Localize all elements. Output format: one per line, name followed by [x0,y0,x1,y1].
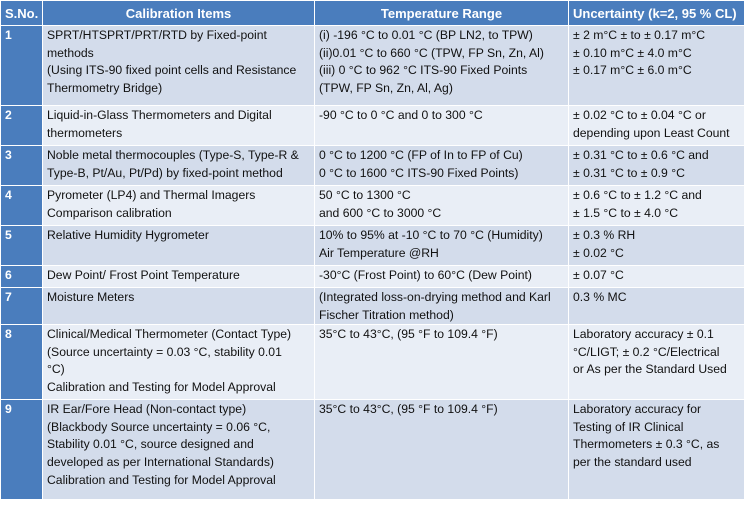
calibration-item-cell [43,266,315,288]
cell-text-line: ± 0.07 °C [573,268,624,282]
table-row [1,26,744,106]
calibration-item-cell [43,400,315,500]
temperature-range-cell [315,106,569,146]
uncertainty-cell [569,146,744,186]
cell-text-line: 10% to 95% at -10 °C to 70 °C (Humidity) [319,228,543,242]
cell-text-line: (ii)0.01 °C to 660 °C (TPW, FP Sn, Zn, Al) [319,45,544,60]
cell-text-line: 0.3 % MC [573,290,627,304]
cell-text-line: SPRT/HTSPRT/PRT/RTD by Fixed-point [47,28,267,42]
cell-text-line: 35°C to 43°C, (95 °F to 109.4 °F) [319,402,498,417]
uncertainty-cell [569,266,744,288]
cell-text-line: Dew Point/ Frost Point Temperature [47,268,240,282]
calibration-item-cell [43,288,315,325]
header-temperature-range: Temperature Range [315,1,569,26]
cell-text-line: (TPW, FP Sn, Zn, Al, Ag) [319,80,453,95]
cell-text-line: ± 2 m°C ± to ± 0.17 m°C [573,28,706,42]
cell-text-line: thermometers [47,125,123,140]
row-number: 9 [1,400,43,500]
calibration-item-cell [43,106,315,146]
cell-text-line: ± 0.6 °C to ± 1.2 °C and [573,188,702,202]
cell-text-line: per the standard used [573,454,692,469]
cell-text-line: 0 °C to 1600 °C ITS-90 Fixed Points) [319,165,519,180]
table-body [1,26,744,500]
table-row [1,400,744,500]
cell-text-line: 35°C to 43°C, (95 °F to 109.4 °F) [319,327,498,342]
row-number: 4 [1,186,43,226]
cell-text-line: IR Ear/Fore Head (Non-contact type) [47,402,247,417]
cell-text-line: Air Temperature @RH [319,245,439,260]
temperature-range-cell [315,26,569,106]
calibration-item-cell [43,26,315,106]
cell-text-line: or As per the Standard Used [573,362,727,377]
cell-text-line: (Source uncertainty = 0.03 °C, stability 0.01 [47,344,282,359]
cell-text-line: Type-B, Pt/Au, Pt/Pd) by fixed-point method [47,165,283,180]
cell-text-line: ± 0.02 °C [573,245,624,260]
uncertainty-cell [569,186,744,226]
cell-text-line: Laboratory accuracy for [573,402,702,417]
table-row [1,288,744,325]
row-number: 7 [1,288,43,325]
cell-text-line: 0 °C to 1200 °C (FP of In to FP of Cu) [319,148,523,162]
cell-text-line: depending upon Least Count [573,125,730,140]
header-uncertainty: Uncertainty (k=2, 95 % CL) [569,1,744,26]
cell-text-line: 50 °C to 1300 °C [319,188,411,202]
cell-text-line: Noble metal thermocouples (Type-S, Type-R & [47,148,299,162]
cell-text-line: Fischer Titration method) [319,307,454,322]
calibration-item-cell [43,146,315,186]
cell-text-line: Calibration and Testing for Model Approval [47,379,276,394]
calibration-item-cell [43,186,315,226]
row-number: 1 [1,26,43,106]
table-row [1,266,744,288]
cell-text-line: Comparison calibration [47,205,172,220]
row-number: 2 [1,106,43,146]
calibration-item-cell [43,325,315,400]
cell-text-line: Clinical/Medical Thermometer (Contact Type) [47,327,292,342]
cell-text-line: Stability 0.01 °C, source designed and [47,437,254,452]
cell-text-line: ± 1.5 °C to ± 4.0 °C [573,205,679,220]
header-sno: S.No. [1,1,43,26]
uncertainty-cell [569,106,744,146]
calibration-item-cell [43,226,315,266]
cell-text-line: Thermometers ± 0.3 °C, as [573,437,720,452]
temperature-range-cell [315,400,569,500]
cell-text-line: °C/LIGT; ± 0.2 °C/Electrical [573,344,720,359]
temperature-range-cell [315,226,569,266]
cell-text-line: methods [47,45,94,60]
cell-text-line: ± 0.31 °C to ± 0.9 °C [573,165,685,180]
cell-text-line: ± 0.02 °C to ± 0.04 °C or [573,108,706,122]
table-row [1,146,744,186]
cell-text-line: Moisture Meters [47,290,135,304]
cell-text-line: (Integrated loss-on-drying method and Karl [319,290,551,304]
cell-text-line: and 600 °C to 3000 °C [319,205,442,220]
cell-text-line: Laboratory accuracy ± 0.1 [573,327,714,342]
row-number: 3 [1,146,43,186]
cell-text-line: Pyrometer (LP4) and Thermal Imagers [47,188,256,202]
cell-text-line: Liquid-in-Glass Thermometers and Digital [47,108,272,122]
cell-text-line: ± 0.3 % RH [573,228,636,242]
cell-text-line: (iii) 0 °C to 962 °C ITS-90 Fixed Points [319,63,528,78]
table-row [1,325,744,400]
cell-text-line: Testing of IR Clinical [573,419,684,434]
cell-text-line: Calibration and Testing for Model Approval [47,472,276,487]
cell-text-line: -30°C (Frost Point) to 60°C (Dew Point) [319,268,532,282]
cell-text-line: °C) [47,362,65,377]
uncertainty-cell [569,288,744,325]
cell-text-line: ± 0.17 m°C ± 6.0 m°C [573,63,692,78]
header-row [1,1,744,26]
cell-text-line: (Using ITS-90 fixed point cells and Resistance [47,63,297,78]
uncertainty-cell [569,26,744,106]
cell-text-line: (Blackbody Source uncertainty = 0.06 °C, [47,419,271,434]
cell-text-line: Thermometry Bridge) [47,80,163,95]
temperature-range-cell [315,288,569,325]
table-row [1,106,744,146]
temperature-range-cell [315,186,569,226]
cell-text-line: developed as per International Standards) [47,454,274,469]
row-number: 5 [1,226,43,266]
uncertainty-cell [569,226,744,266]
cell-text-line: ± 0.31 °C to ± 0.6 °C and [573,148,709,162]
uncertainty-cell [569,325,744,400]
cell-text-line: Relative Humidity Hygrometer [47,228,209,242]
cell-text-line: ± 0.10 m°C ± 4.0 m°C [573,45,692,60]
temperature-range-cell [315,325,569,400]
uncertainty-cell [569,400,744,500]
temperature-range-cell [315,266,569,288]
row-number: 8 [1,325,43,400]
temperature-range-cell [315,146,569,186]
table-row [1,186,744,226]
cell-text-line: (i) -196 °C to 0.01 °C (BP LN2, to TPW) [319,28,533,42]
header-calibration-items: Calibration Items [43,1,315,26]
row-number: 6 [1,266,43,288]
cell-text-line: -90 °C to 0 °C and 0 to 300 °C [319,108,483,122]
table-row [1,226,744,266]
